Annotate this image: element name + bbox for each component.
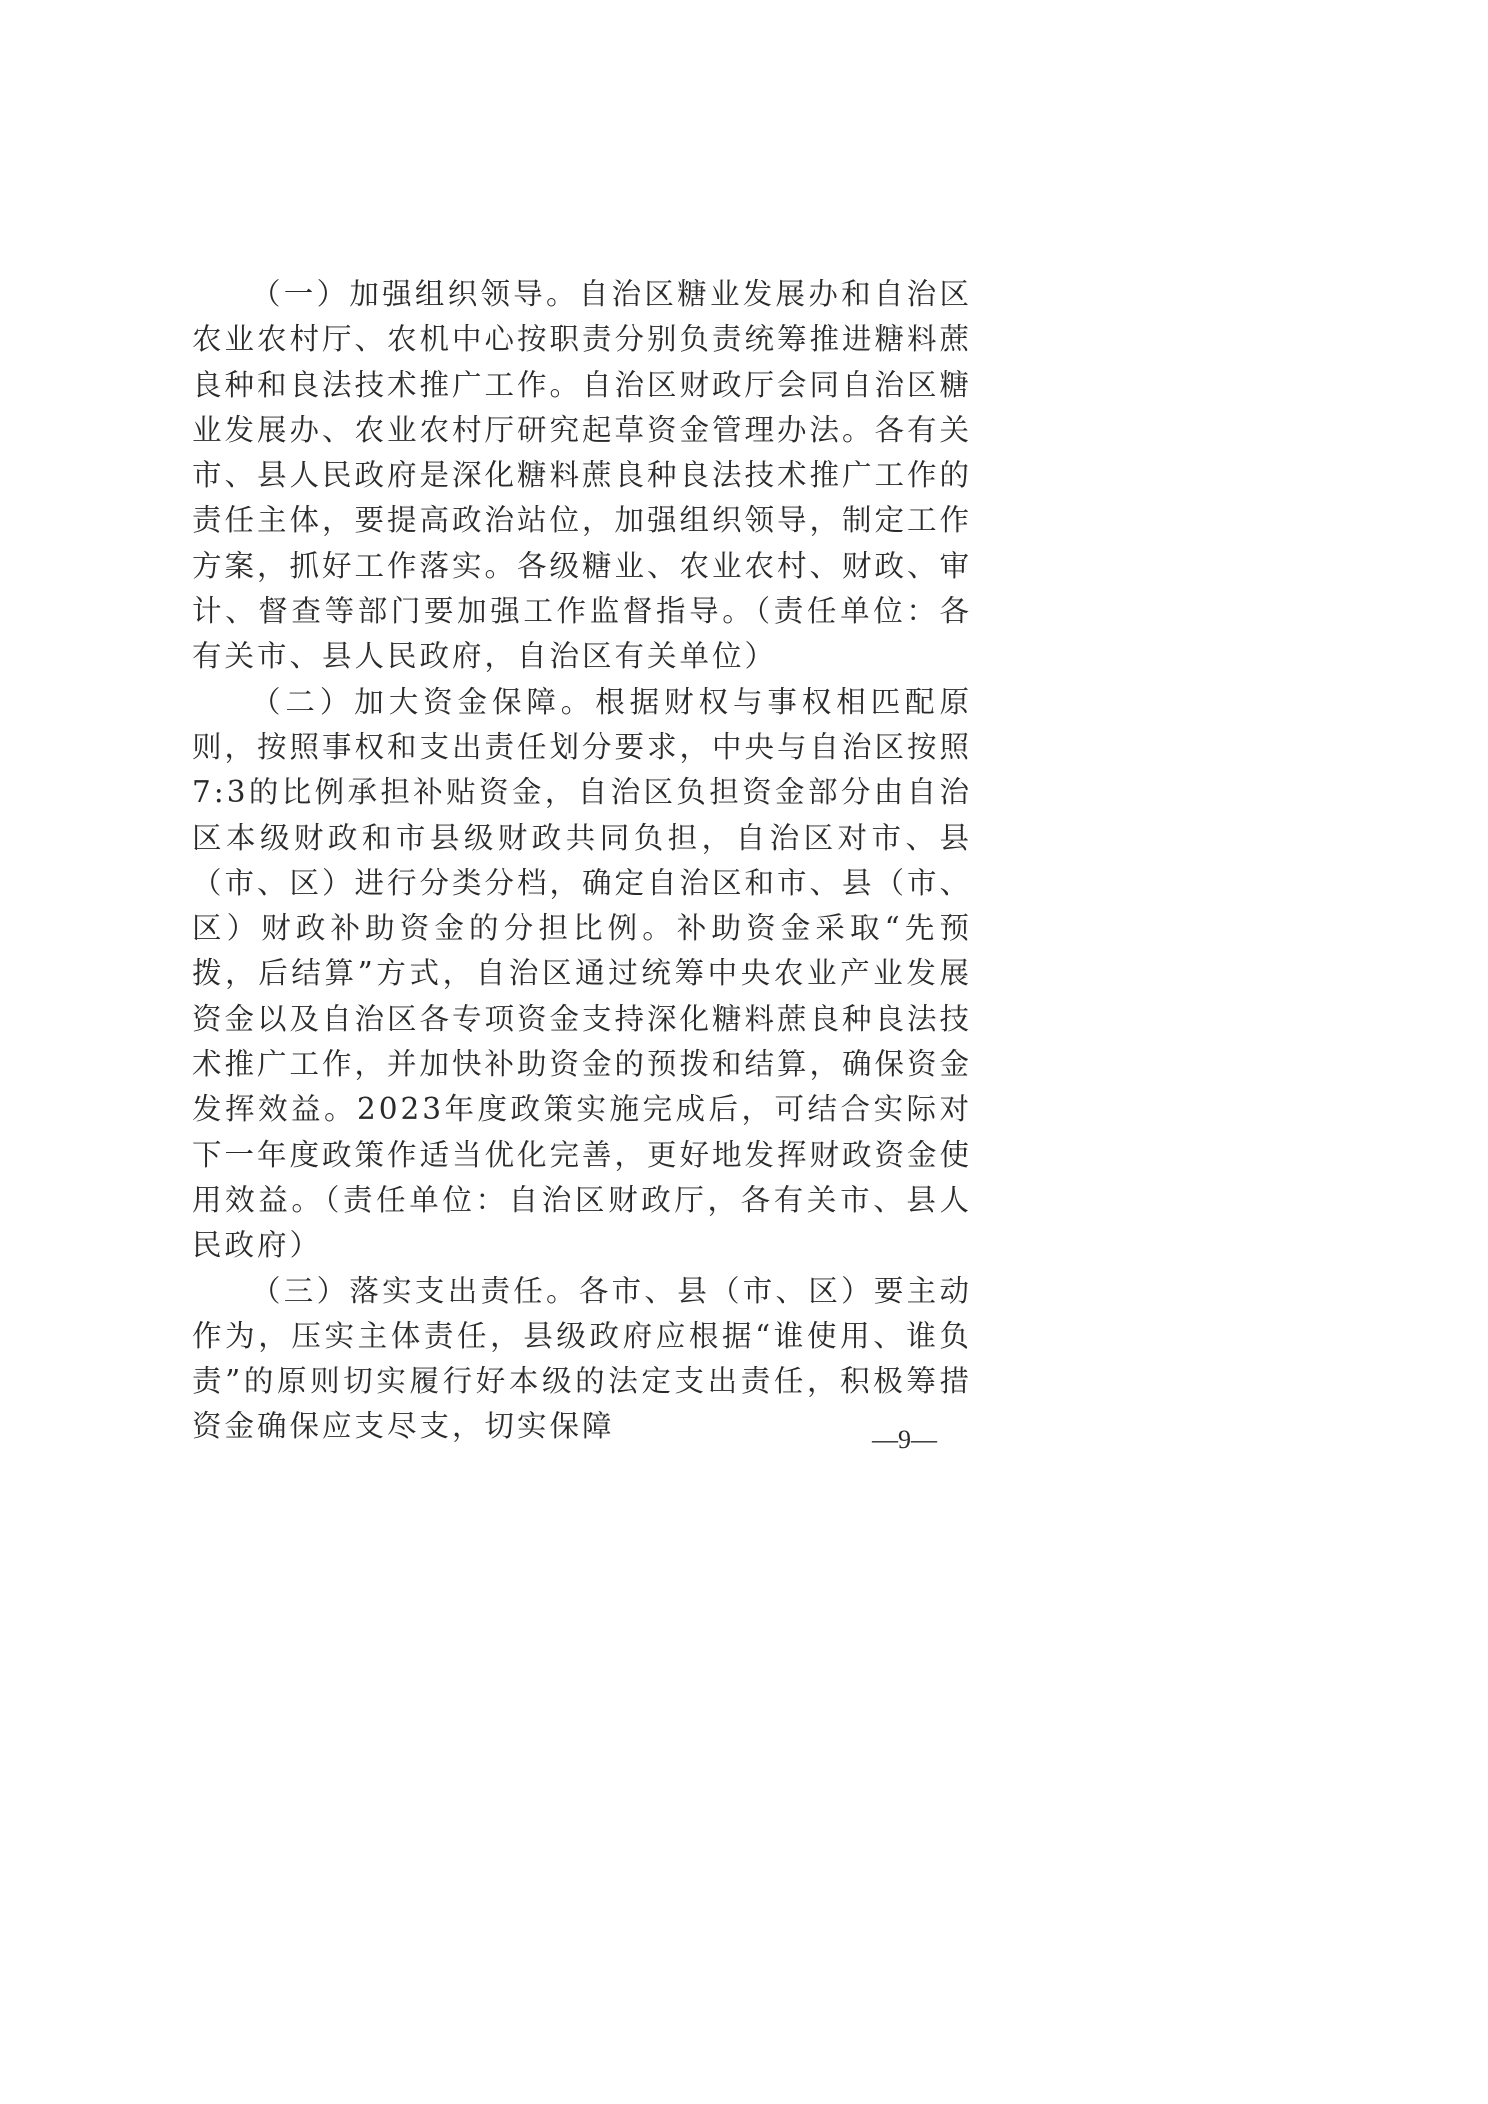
paragraph-heading: （二）加大资金保障。 (251, 684, 596, 719)
paragraph-funding-guarantee (192, 680, 972, 1269)
paragraph-heading: （一）加强组织领导。 (251, 277, 579, 311)
paragraph-heading: （三）落实支出责任。 (251, 1273, 579, 1308)
page-number: —9— (872, 1425, 937, 1454)
paragraph-text: 自治区糖业发展办和自治区农业农村厅、农机中心按职责分别负责统筹推进糖料蔗良种和良法技术推广工作。自治区财政厅会同自治区糖业发展办、农业农村厅研究起草资金管理办法。各有关市、县人民政府是深化糖料蔗良种良法技术推广工作的责任主体，要提高政治站位，加强组织领导，制定工作方案，抓好工作落实。各级糖业、农业农村、财政、审计、督查等部门要加强工作监督指导。（责任单位：各有关市、县人民政府，自治区有关单位） (192, 277, 973, 674)
document-body (192, 272, 972, 1450)
paragraph-text: 根据财权与事权相匹配原则，按照事权和支出责任划分要求，中央与自治区按照7:3的比例承担补贴资金，自治区负担资金部分由自治区本级财政和市县级财政共同负担，自治区对市、县（市、区）进行分类分档，确定自治区和市、县（市、区）财政补助资金的分担比例。补助资金采取“先预拨，后结算”方式，自治区通过统筹中央农业产业发展资金以及自治区各专项资金支持深化糖料蔗良种良法技术推广工作，并加快补助资金的预拨和结算，确保资金发挥效益。2023年度政策实施完成后，可结合实际对下一年度政策作适当优化完善，更好地发挥财政资金使用效益。（责任单位：自治区财政厅，各有关市、县人民政府） (192, 684, 973, 1263)
paragraph-expenditure-responsibility (192, 1269, 972, 1450)
paragraph-organization-leadership (192, 272, 972, 680)
paragraph-text: 各市、县（市、区）要主动作为，压实主体责任，县级政府应根据“谁使用、谁负责”的原则切实履行好本级的法定支出责任，积极筹措资金确保应支尽支，切实保障 (192, 1273, 972, 1444)
